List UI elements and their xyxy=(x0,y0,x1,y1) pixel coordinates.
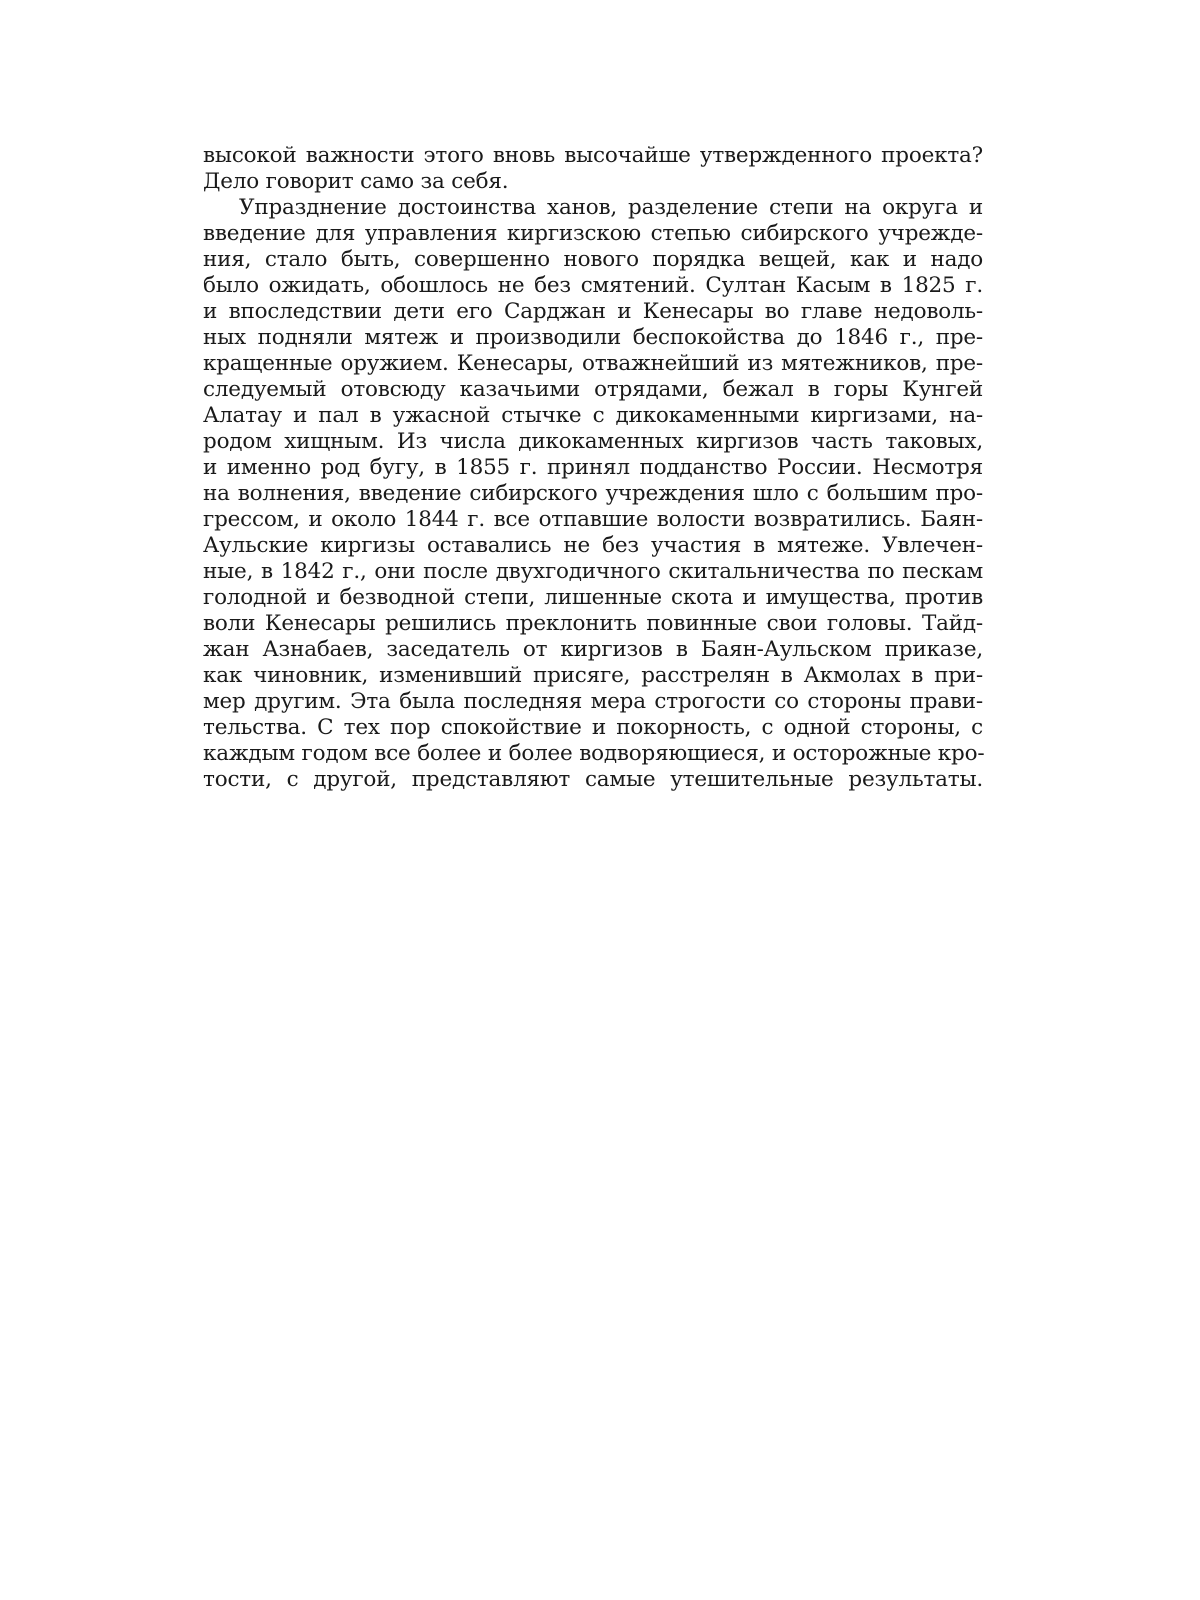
text-line: и именно род бугу, в 1855 г. принял подданство России. Несмотря xyxy=(203,455,983,480)
text-line: тельства. С тех пор спокойствие и покорность, с одной стороны, с xyxy=(203,715,983,740)
text-line: тости, с другой, представляют самые утешительные результаты. xyxy=(203,767,983,792)
text-line: было ожидать, обошлось не без смятений. Султан Касым в 1825 г. xyxy=(203,273,983,298)
text-line: Дело говорит само за себя. xyxy=(203,169,509,194)
text-line: и впоследствии дети его Сарджан и Кенесары во главе недоволь- xyxy=(203,299,983,324)
text-line: жан Азнабаев, заседатель от киргизов в Баян-Аульском приказе, xyxy=(203,637,983,662)
text-line: Алатау и пал в ужасной стычке с дикокаменными киргизами, на- xyxy=(203,403,983,428)
text-line: следуемый отовсюду казачьими отрядами, бежал в горы Кунгей xyxy=(203,377,983,402)
text-line: воли Кенесары решились преклонить повинные свои головы. Тайд- xyxy=(203,611,983,636)
text-line: голодной и безводной степи, лишенные скота и имущества, против xyxy=(203,585,983,610)
text-line: грессом, и около 1844 г. все отпавшие волости возвратились. Баян- xyxy=(203,507,983,532)
text-line: высокой важности этого вновь высочайше утвержденного проекта? xyxy=(203,143,983,168)
text-line: ния, стало быть, совершенно нового порядка вещей, как и надо xyxy=(203,247,983,272)
text-line: введение для управления киргизскою степью сибирского учрежде- xyxy=(203,221,983,246)
text-line: как чиновник, изменивший присяге, расстрелян в Акмолах в при- xyxy=(203,663,983,688)
text-line: каждым годом все более и более водворяющиеся, и осторожные кро- xyxy=(203,741,985,766)
body-text xyxy=(203,143,983,793)
text-line: ных подняли мятеж и производили беспокойства до 1846 г., пре- xyxy=(203,325,983,350)
text-line: кращенные оружием. Кенесары, отважнейший из мятежников, пре- xyxy=(203,351,983,376)
text-line: ные, в 1842 г., они после двухгодичного скитальничества по пескам xyxy=(203,559,983,584)
text-line: мер другим. Эта была последняя мера строгости со стороны прави- xyxy=(203,689,983,714)
text-line: Аульские киргизы оставались не без участия в мятеже. Увлечен- xyxy=(203,533,983,558)
text-line: на волнения, введение сибирского учреждения шло с большим про- xyxy=(203,481,983,506)
text-line: Упразднение достоинства ханов, разделение степи на округа и xyxy=(239,195,983,220)
text-line: родом хищным. Из числа дикокаменных киргизов часть таковых, xyxy=(203,429,983,454)
